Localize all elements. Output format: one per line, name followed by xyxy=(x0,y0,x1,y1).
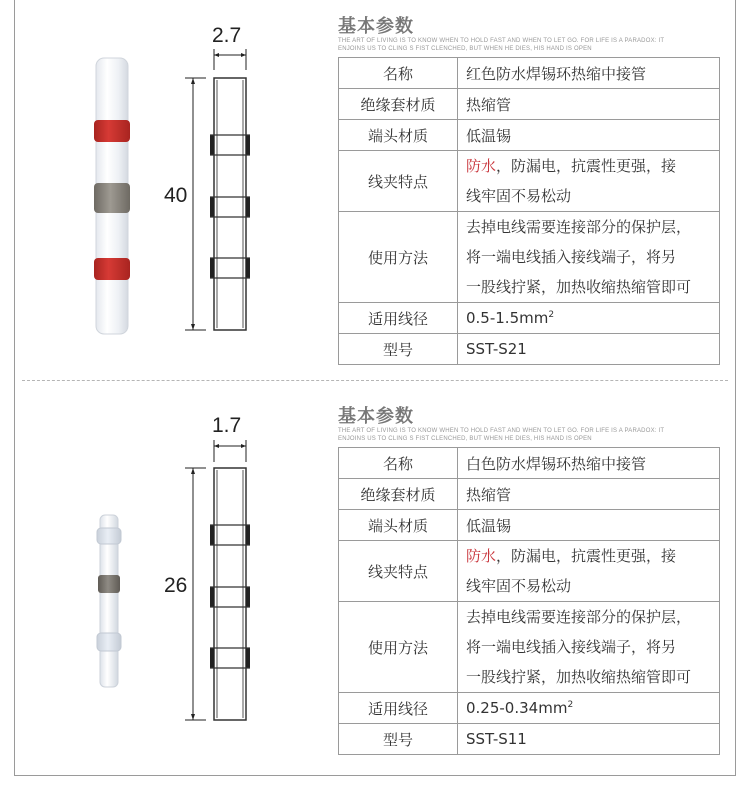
section-title: 基本参数 xyxy=(338,406,414,427)
table-row xyxy=(339,58,720,89)
row-label: 绝缘套材质 xyxy=(339,479,458,510)
table-row xyxy=(339,541,720,602)
table-row xyxy=(339,724,720,755)
spec-section-white xyxy=(0,390,750,770)
row-value: SST-S11 xyxy=(458,724,720,755)
row-value: 低温锡 xyxy=(458,120,720,151)
table-row xyxy=(339,89,720,120)
section-title: 基本参数 xyxy=(338,16,414,37)
row-label: 名称 xyxy=(339,448,458,479)
row-value: $0.25-0.34mm^2$ xyxy=(458,693,720,724)
section-divider xyxy=(22,380,728,381)
row-label: 端头材质 xyxy=(339,510,458,541)
row-value: 防水，防漏电，抗震性更强，接 线牢固不易松动 xyxy=(458,151,720,212)
table-row xyxy=(339,303,720,334)
spec-table xyxy=(338,57,720,365)
dimension-width-label: 1.7 xyxy=(212,414,242,437)
row-label: 使用方法 xyxy=(339,602,458,693)
dimension-length-label: 26 xyxy=(164,574,188,597)
table-row xyxy=(339,479,720,510)
highlight-text: 防水 xyxy=(466,157,497,175)
row-label: 适用线径 xyxy=(339,303,458,334)
section-subtitle: THE ART OF LIVING IS TO KNOW WHEN TO HOLD FAST AND WHEN TO LET GO. FOR LIFE IS A PARADOX: IT ENJOINS US TO CLING S FIST CLENCHED, BUT WHEN HE DIES, HIS HAND IS OPEN xyxy=(338,428,667,442)
table-row xyxy=(339,151,720,212)
row-value: SST-S21 xyxy=(458,334,720,365)
spec-section-red xyxy=(0,0,750,380)
spec-table xyxy=(338,447,720,755)
row-label: 线夹特点 xyxy=(339,541,458,602)
row-label: 绝缘套材质 xyxy=(339,89,458,120)
row-label: 线夹特点 xyxy=(339,151,458,212)
row-value: 红色防水焊锡环热缩中接管 xyxy=(458,58,720,89)
highlight-text: 防水 xyxy=(466,547,497,565)
table-row xyxy=(339,602,720,693)
row-value: 低温锡 xyxy=(458,510,720,541)
table-row xyxy=(339,448,720,479)
row-label: 名称 xyxy=(339,58,458,89)
row-label: 型号 xyxy=(339,334,458,365)
row-value: 去掉电线需要连接部分的保护层， 将一端电线插入接线端子，将另 一股线拧紧，加热收缩热缩管即可 xyxy=(458,212,720,303)
row-label: 适用线径 xyxy=(339,693,458,724)
row-value: 热缩管 xyxy=(458,89,720,120)
table-row xyxy=(339,212,720,303)
table-row xyxy=(339,693,720,724)
row-label: 型号 xyxy=(339,724,458,755)
dimension-length-label: 40 xyxy=(164,184,188,207)
row-label: 端头材质 xyxy=(339,120,458,151)
row-value: 防水，防漏电，抗震性更强，接 线牢固不易松动 xyxy=(458,541,720,602)
row-value: $0.5-1.5mm^2$ xyxy=(458,303,720,334)
table-row xyxy=(339,510,720,541)
row-value: 白色防水焊锡环热缩中接管 xyxy=(458,448,720,479)
table-row xyxy=(339,334,720,365)
row-label: 使用方法 xyxy=(339,212,458,303)
section-subtitle: THE ART OF LIVING IS TO KNOW WHEN TO HOLD FAST AND WHEN TO LET GO. FOR LIFE IS A PARADOX: IT ENJOINS US TO CLING S FIST CLENCHED, BUT WHEN HE DIES, HIS HAND IS OPEN xyxy=(338,38,667,52)
row-value: 去掉电线需要连接部分的保护层， 将一端电线插入接线端子，将另 一股线拧紧，加热收缩热缩管即可 xyxy=(458,602,720,693)
dimension-width-label: 2.7 xyxy=(212,24,242,47)
table-row xyxy=(339,120,720,151)
row-value: 热缩管 xyxy=(458,479,720,510)
